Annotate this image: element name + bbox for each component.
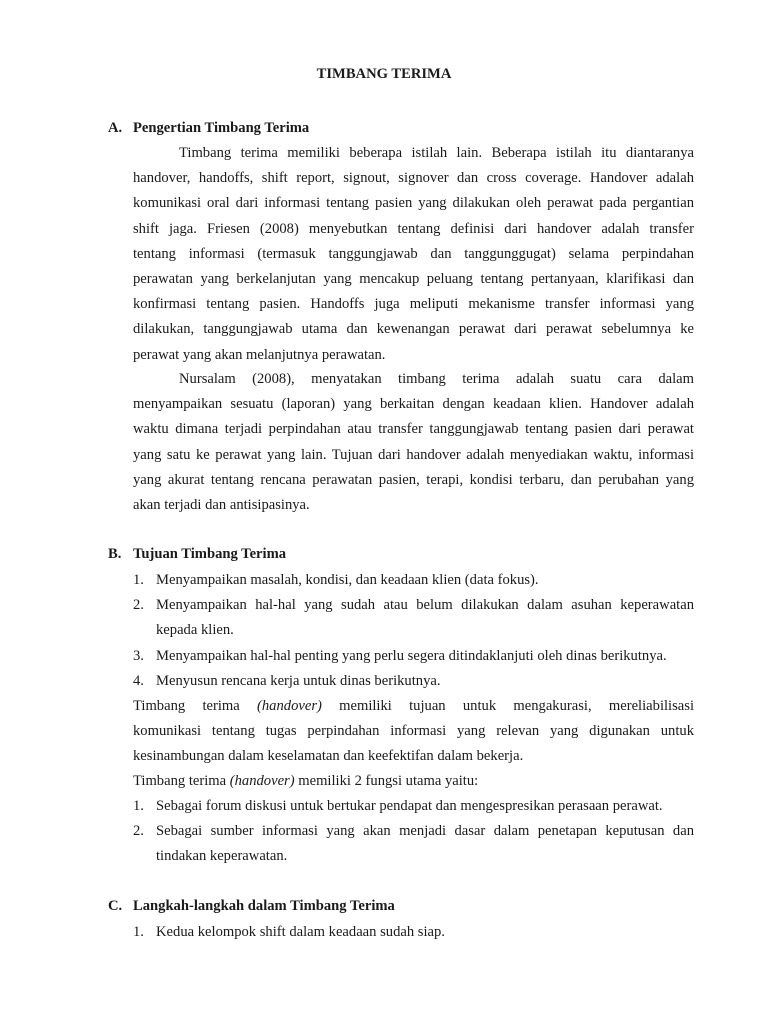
section-a-paragraph-2 <box>133 367 694 518</box>
list-item-number: 2. <box>133 823 144 840</box>
section-a-heading <box>108 120 309 137</box>
paragraph-line: komunikasi oral dari informasi tentang pasien yang dilakukan oleh perawat pada pergantian <box>133 195 694 212</box>
paragraph-line: yang akurat tentang rencana perawatan pasien, terapi, kondisi terbaru, dan perubahan yang <box>133 471 694 488</box>
list-item-line: Menyampaikan hal-hal yang sudah atau belum dilakukan dalam asuhan keperawatan <box>156 597 694 614</box>
section-b-paragraph-3 <box>133 719 694 769</box>
list-item <box>133 920 694 945</box>
paragraph-line: komunikasi tentang tugas perpindahan informasi yang relevan yang digunakan untuk <box>133 723 694 739</box>
document-title: TIMBANG TERIMA <box>316 66 452 82</box>
list-item-number: 3. <box>133 647 144 664</box>
section-c-heading <box>108 898 395 915</box>
section-b-paragraph-4: Timbang terima (handover) memiliki 2 fungsi utama yaitu: <box>133 773 479 789</box>
list-item-line: tindakan keperawatan. <box>156 848 288 865</box>
list-item-line: Menyusun rencana kerja untuk dinas berikutnya. <box>156 672 441 689</box>
list-item-text <box>156 669 694 694</box>
paragraph-line: perawat yang akan melanjutnya perawatan. <box>133 346 386 363</box>
list-item <box>133 669 694 694</box>
list-item <box>133 568 694 593</box>
paragraph-line: tentang informasi (termasuk tanggungjawab dan tanggunggugat) selama perpindahan <box>133 245 694 262</box>
list-item-text <box>156 644 694 669</box>
list-item-number: 2. <box>133 597 144 614</box>
list-item-line: kepada klien. <box>156 622 234 639</box>
list-item-number: 1. <box>133 572 144 588</box>
list-item-text <box>156 568 694 593</box>
list-item <box>133 819 694 869</box>
list-item-line: Menyampaikan hal-hal penting yang perlu segera ditindaklanjuti oleh dinas berikutnya. <box>156 647 667 664</box>
list-item-line: Sebagai forum diskusi untuk bertukar pendapat dan mengespresikan perasaan perawat. <box>156 798 663 814</box>
section-b-functions-list <box>133 794 694 870</box>
section-a-title: Pengertian Timbang Terima <box>133 120 310 136</box>
list-item-text <box>156 920 694 945</box>
list-item-number: 4. <box>133 672 144 689</box>
paragraph-line: akan terjadi dan antisipasinya. <box>133 497 310 514</box>
paragraph-line: waktu dimana terjadi perpindahan atau transfer tanggungjawab tentang pasien dari perawat <box>133 421 694 438</box>
paragraph-line: Nursalam (2008), menyatakan timbang terima adalah suatu cara dalam <box>179 371 694 387</box>
list-item <box>133 644 694 669</box>
list-item-text <box>156 593 694 643</box>
list-item <box>133 794 694 819</box>
list-item-text <box>156 819 694 869</box>
list-item-number: 1. <box>133 924 144 940</box>
section-c-letter: C. <box>108 898 123 914</box>
section-b-title: Tujuan Timbang Terima <box>133 546 287 562</box>
section-b-paragraph-3-line-1: Timbang terima (handover) memiliki tujuan untuk mengakurasi, mereliabilisasi <box>133 698 694 714</box>
paragraph-line: Timbang terima memiliki beberapa istilah lain. Beberapa istilah itu diantaranya <box>179 145 694 161</box>
list-item-line: Sebagai sumber informasi yang akan menjadi dasar dalam penetapan keputusan dan <box>156 823 694 840</box>
section-c-title: Langkah-langkah dalam Timbang Terima <box>133 898 395 914</box>
paragraph-line: perawatan yang berkelanjutan yang mencakup peluang tentang pertanyaan, klarifikasi dan <box>133 271 694 288</box>
section-a-letter: A. <box>108 120 123 136</box>
paragraph-line: handover, handoffs, shift report, signout, signover dan cross coverage. Handover adalah <box>133 170 694 187</box>
list-item-line: Menyampaikan masalah, kondisi, dan keadaan klien (data fokus). <box>156 572 539 588</box>
paragraph-line: menyampaikan sesuatu (laporan) yang berkaitan dengan keadaan klien. Handover adalah <box>133 396 694 413</box>
paragraph-line: yang satu ke perawat yang lain. Tujuan dari handover adalah menyediakan waktu, informasi <box>133 446 694 463</box>
section-b-heading <box>108 546 286 563</box>
list-item-line: Kedua kelompok shift dalam keadaan sudah siap. <box>156 924 445 940</box>
section-b-goals-list <box>133 568 694 694</box>
list-item <box>133 593 694 643</box>
section-c-steps-list <box>133 920 694 945</box>
paragraph-line: shift jaga. Friesen (2008) menyebutkan tentang definisi dari handover adalah transfer <box>133 220 694 237</box>
paragraph-line: kesinambungan dalam keselamatan dan keefektifan dalam bekerja. <box>133 748 524 765</box>
list-item-number: 1. <box>133 798 144 814</box>
section-b-letter: B. <box>108 546 122 562</box>
section-a-paragraph-1 <box>133 141 694 368</box>
list-item-text <box>156 794 694 819</box>
paragraph-line: konfirmasi tentang pasien. Handoffs juga meliputi mekanisme transfer informasi yang <box>133 296 694 313</box>
paragraph-line: dilakukan, tanggungjawab utama dan kewenangan perawat dari perawat sebelumnya ke <box>133 321 694 338</box>
